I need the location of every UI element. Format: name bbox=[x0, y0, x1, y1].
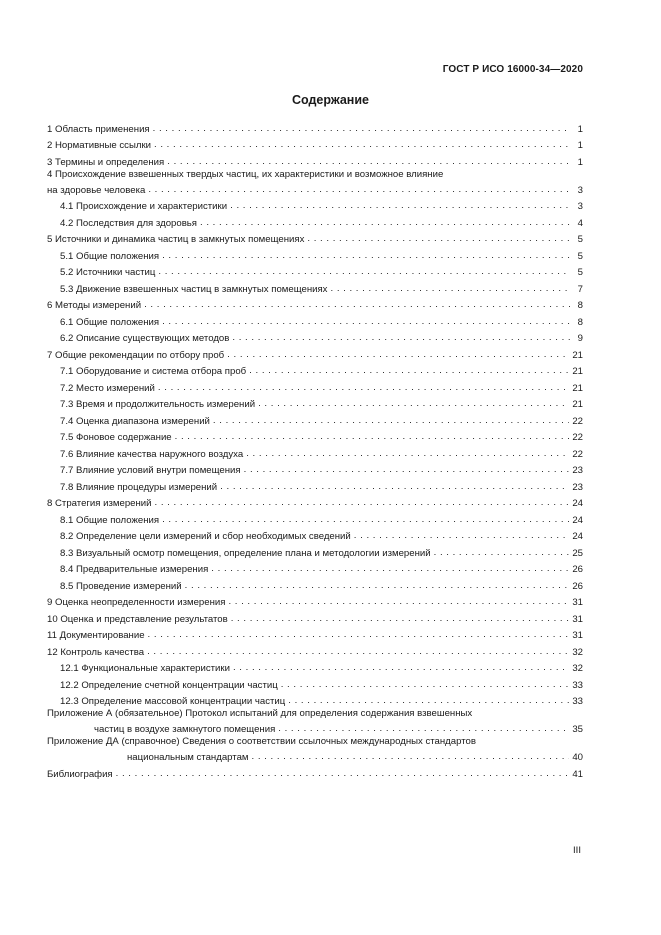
toc-leader bbox=[252, 752, 570, 763]
toc-entry-8-3[interactable] bbox=[47, 542, 583, 559]
toc-label-line1: Приложение ДА (справочное) Сведения о соответствии ссылочных международных стандартов bbox=[47, 736, 476, 747]
toc-label: 7.3 Время и продолжительность измерений bbox=[60, 399, 256, 410]
toc-page: 4 bbox=[577, 217, 583, 229]
toc-entry-6-2[interactable] bbox=[47, 328, 583, 345]
toc-leader bbox=[148, 630, 570, 641]
toc-page: 32 bbox=[572, 663, 583, 674]
toc-label: 8 Стратегия измерений bbox=[47, 498, 152, 509]
toc-label: 5 Источники и динамика частиц в замкнутых помещениях bbox=[47, 234, 305, 245]
table-of-contents bbox=[47, 118, 583, 780]
toc-leader bbox=[246, 449, 569, 460]
toc-leader bbox=[281, 680, 570, 691]
toc-label: 8.3 Визуальный осмотр помещения, определение плана и методологии измерений bbox=[60, 547, 431, 559]
toc-leader bbox=[116, 769, 570, 780]
toc-label: Библиография bbox=[47, 768, 113, 780]
toc-leader bbox=[144, 300, 570, 311]
toc-leader bbox=[153, 124, 570, 135]
toc-leader bbox=[230, 201, 570, 212]
toc-leader bbox=[213, 416, 569, 427]
toc-leader bbox=[185, 581, 570, 592]
toc-label-line1: Приложение А (обязательное) Протокол испытаний для определения содержания взвешенных bbox=[47, 708, 473, 719]
toc-entry-8-2[interactable] bbox=[47, 526, 583, 543]
toc-label-line2: частиц в воздухе замкнутого помещения bbox=[94, 724, 276, 735]
toc-label: 6.2 Описание существующих методов bbox=[60, 333, 230, 344]
toc-label: 7.4 Оценка диапазона измерений bbox=[60, 415, 210, 427]
toc-entry-5-3[interactable] bbox=[47, 278, 583, 295]
toc-leader bbox=[244, 465, 570, 476]
toc-entry-8[interactable] bbox=[47, 493, 583, 510]
toc-page: 25 bbox=[572, 547, 583, 559]
toc-label: 7.7 Влияние условий внутри помещения bbox=[60, 465, 241, 476]
toc-entry-7-8[interactable] bbox=[47, 476, 583, 493]
toc-entry-appendix-da[interactable] bbox=[47, 735, 583, 763]
toc-label: 5.3 Движение взвешенных частиц в замкнутых помещениях bbox=[60, 283, 328, 295]
toc-page: 1 bbox=[577, 156, 583, 168]
toc-entry-5-1[interactable] bbox=[47, 245, 583, 262]
toc-label: 3 Термины и определения bbox=[47, 156, 165, 168]
toc-page: 8 bbox=[577, 300, 583, 311]
toc-page: 40 bbox=[572, 752, 583, 763]
toc-label: 7.2 Место измерений bbox=[60, 382, 155, 394]
toc-leader bbox=[330, 284, 570, 295]
toc-entry-8-5[interactable] bbox=[47, 575, 583, 592]
toc-label: 8.1 Общие положения bbox=[60, 514, 160, 526]
toc-label: 8.2 Определение цели измерений и сбор необходимых сведений bbox=[60, 531, 351, 542]
toc-entry-2[interactable] bbox=[47, 135, 583, 152]
toc-entry-12-2[interactable] bbox=[47, 674, 583, 691]
document-code: ГОСТ Р ИСО 16000-34—2020 bbox=[442, 64, 583, 75]
toc-leader bbox=[288, 696, 569, 707]
toc-leader bbox=[158, 267, 570, 278]
toc-page: 3 bbox=[577, 184, 583, 196]
toc-leader bbox=[162, 251, 570, 262]
toc-page: 24 bbox=[572, 514, 583, 526]
toc-leader bbox=[155, 498, 570, 509]
toc-entry-7-5[interactable] bbox=[47, 427, 583, 444]
toc-label: 8.5 Проведение измерений bbox=[60, 580, 182, 592]
toc-label: 11 Документирование bbox=[47, 630, 145, 641]
toc-label-line2: национальным стандартам bbox=[127, 752, 249, 763]
toc-label: 10 Оценка и представление результатов bbox=[47, 613, 228, 625]
toc-entry-9[interactable] bbox=[47, 592, 583, 609]
toc-page: 35 bbox=[572, 724, 583, 735]
toc-entry-4-2[interactable] bbox=[47, 212, 583, 229]
toc-leader bbox=[167, 157, 570, 168]
toc-page: 22 bbox=[572, 432, 583, 443]
toc-leader bbox=[211, 564, 569, 575]
toc-entry-7[interactable] bbox=[47, 344, 583, 361]
toc-page: 33 bbox=[572, 696, 583, 707]
toc-leader bbox=[220, 482, 569, 493]
toc-page: 24 bbox=[572, 498, 583, 509]
toc-leader bbox=[233, 663, 569, 674]
toc-entry-7-6[interactable] bbox=[47, 443, 583, 460]
toc-page: 31 bbox=[572, 613, 583, 625]
toc-entry-6[interactable] bbox=[47, 295, 583, 312]
toc-label: 12.2 Определение счетной концентрации частиц bbox=[60, 679, 278, 691]
toc-leader bbox=[227, 350, 569, 361]
toc-leader bbox=[231, 614, 570, 625]
toc-page: 7 bbox=[577, 283, 583, 295]
toc-entry-11[interactable] bbox=[47, 625, 583, 642]
toc-leader bbox=[434, 548, 570, 559]
toc-entry-8-4[interactable] bbox=[47, 559, 583, 576]
toc-leader bbox=[232, 333, 570, 344]
toc-leader bbox=[158, 383, 569, 394]
toc-entry-3[interactable] bbox=[47, 151, 583, 168]
toc-page: 3 bbox=[577, 201, 583, 212]
toc-leader bbox=[154, 140, 570, 151]
toc-label-line2: на здоровье человека bbox=[47, 184, 146, 196]
toc-entry-1[interactable] bbox=[47, 118, 583, 135]
toc-leader bbox=[148, 185, 570, 196]
toc-page: 26 bbox=[572, 580, 583, 592]
toc-page: 8 bbox=[577, 316, 583, 328]
toc-label: 1 Область применения bbox=[47, 123, 150, 135]
toc-entry-7-3[interactable] bbox=[47, 394, 583, 411]
toc-page: 22 bbox=[572, 448, 583, 460]
toc-label: 7.5 Фоновое содержание bbox=[60, 432, 172, 443]
toc-entry-12[interactable] bbox=[47, 641, 583, 658]
toc-entry-5[interactable] bbox=[47, 229, 583, 246]
toc-label: 12.3 Определение массовой концентрации частиц bbox=[60, 696, 286, 707]
toc-page: 5 bbox=[577, 250, 583, 262]
toc-page: 31 bbox=[572, 630, 583, 641]
toc-page: 21 bbox=[572, 366, 583, 377]
toc-label: 7.1 Оборудование и система отбора проб bbox=[60, 366, 247, 377]
toc-entry-7-1[interactable] bbox=[47, 361, 583, 378]
toc-leader bbox=[249, 366, 569, 377]
toc-page: 26 bbox=[572, 564, 583, 575]
toc-entry-4[interactable] bbox=[47, 168, 583, 196]
toc-page: 5 bbox=[577, 234, 583, 245]
toc-label: 4.1 Происхождение и характеристики bbox=[60, 201, 228, 212]
toc-page: 33 bbox=[572, 679, 583, 691]
toc-entry-5-2[interactable] bbox=[47, 262, 583, 279]
toc-leader bbox=[258, 399, 569, 410]
toc-leader bbox=[162, 515, 569, 526]
toc-entry-10[interactable] bbox=[47, 608, 583, 625]
toc-label: 7.8 Влияние процедуры измерений bbox=[60, 481, 218, 493]
toc-label: 12 Контроль качества bbox=[47, 646, 145, 658]
toc-label: 12.1 Функциональные характеристики bbox=[60, 663, 230, 674]
toc-label: 4.2 Последствия для здоровья bbox=[60, 217, 197, 229]
toc-label: 9 Оценка неопределенности измерения bbox=[47, 597, 226, 608]
toc-label: 5.1 Общие положения bbox=[60, 250, 160, 262]
page-number: III bbox=[573, 845, 581, 856]
toc-label: 7 Общие рекомендации по отбору проб bbox=[47, 349, 225, 361]
toc-entry-8-1[interactable] bbox=[47, 509, 583, 526]
toc-page: 21 bbox=[572, 399, 583, 410]
toc-entry-4-1[interactable] bbox=[47, 196, 583, 213]
toc-leader bbox=[162, 317, 570, 328]
toc-entry-appendix-a[interactable] bbox=[47, 707, 583, 735]
toc-page: 23 bbox=[572, 481, 583, 493]
toc-leader bbox=[175, 432, 570, 443]
toc-page: 23 bbox=[572, 465, 583, 476]
toc-label: 5.2 Источники частиц bbox=[60, 267, 156, 278]
toc-page: 21 bbox=[572, 382, 583, 394]
toc-page: 1 bbox=[577, 140, 583, 151]
toc-entry-7-7[interactable] bbox=[47, 460, 583, 477]
toc-page: 5 bbox=[577, 267, 583, 278]
toc-title: Содержание bbox=[291, 93, 369, 107]
toc-label-line1: 4 Происхождение взвешенных твердых частиц, их характеристики и возможное влияние bbox=[47, 168, 444, 180]
toc-entry-12-1[interactable] bbox=[47, 658, 583, 675]
toc-entry-6-1[interactable] bbox=[47, 311, 583, 328]
toc-entry-7-4[interactable] bbox=[47, 410, 583, 427]
toc-page: 21 bbox=[572, 349, 583, 361]
toc-page: 9 bbox=[577, 333, 583, 344]
toc-leader bbox=[354, 531, 570, 542]
toc-page: 22 bbox=[572, 415, 583, 427]
toc-entry-bibliography[interactable] bbox=[47, 763, 583, 780]
toc-label: 6.1 Общие положения bbox=[60, 316, 160, 328]
toc-page: 41 bbox=[572, 768, 583, 780]
toc-leader bbox=[278, 724, 569, 735]
toc-entry-7-2[interactable] bbox=[47, 377, 583, 394]
toc-leader bbox=[307, 234, 570, 245]
toc-label: 6 Методы измерений bbox=[47, 300, 142, 311]
toc-leader bbox=[147, 647, 569, 658]
toc-leader bbox=[228, 597, 569, 608]
toc-page: 31 bbox=[572, 597, 583, 608]
toc-leader bbox=[200, 218, 570, 229]
toc-page: 32 bbox=[572, 646, 583, 658]
toc-page: 24 bbox=[572, 531, 583, 542]
toc-label: 2 Нормативные ссылки bbox=[47, 140, 152, 151]
toc-label: 8.4 Предварительные измерения bbox=[60, 564, 209, 575]
toc-page: 1 bbox=[577, 123, 583, 135]
toc-entry-12-3[interactable] bbox=[47, 691, 583, 708]
toc-label: 7.6 Влияние качества наружного воздуха bbox=[60, 448, 244, 460]
